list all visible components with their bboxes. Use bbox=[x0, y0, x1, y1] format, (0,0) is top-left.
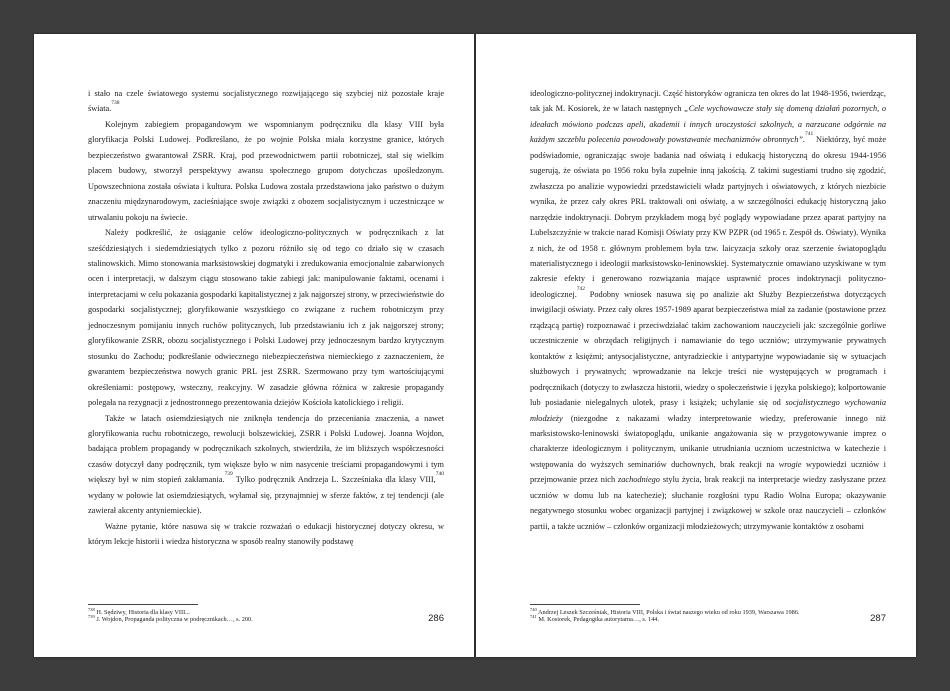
text-run: ideologiczno-politycznej indoktrynacji. Część historyków ogranicza ten okres do lat 1948-1956, twierdząc, tak jak M. Kosiorek, że w latach następnych bbox=[530, 89, 886, 114]
text-run: wypowiedzi uczniów i przejmowanie przez nich bbox=[530, 459, 886, 485]
footnote bbox=[530, 609, 890, 616]
text-run: Kolejnym zabiegiem propagandowym we wspomnianym podręczniku dla klasy VIII była gloryfikacja Polski Ludowej. Podkreślano, że po wojnie Polska miała korzystne granice, których bezpieczeństwo gwarantował ZSRR. Kraj, pod przewodnictwem partii robotniczej, stał się wielkim placem budowy, stworzył perspektywy awansu społecznego grupom dotychczas upośledzonym. Upowszechniona została oświata i kultura. Polska Ludowa została przedstawiona jako państwo o dużym znaczeniu międzynarodowym, zacieśniające swoje związki z obozem socjalistycznym i uczestniczące w utrwalaniu pokoju na świecie. bbox=[88, 119, 444, 222]
page-number: 286 bbox=[428, 613, 444, 624]
text-run: Należy podkreślić, że osiąganie celów ideologiczno-politycznych w podręcznikach z lat sześćdziesiątych i siedemdziesiątych tylko z pozoru różniło się od tego co działo się w czasach stalinowskich. Mimo stonowania marksistowskiej dogmatyki i zredukowania emocjonalnie zabarwionych ocen i interpretacji, w dalszym ciągu stosowano takie zabiegi jak: manipulowanie faktami, ocenami i interpretacjami w celu pokazania gospodarki kapitalistycznej z jak najgorszej strony, w przeciwieństwie do gospodarki socjalistycznej; gloryfikowanie wszystkiego co związane z ruchem robotniczym przy jednoczesnym pomijaniu innych ruchów politycznych, lub przedstawianiu ich z jak najgorszej strony; gloryfikowanie ZSRR, obozu socjalistycznego i Polski Ludowej przy jednoczesnym bardzo krytycznym stosunku do Zachodu; podkreślanie odwiecznego niebezpieczeństwa niemieckiego z zaznaczeniem, że gwarantem bezpieczeństwa nowych granic PRL jest ZSRR. Szermowano przy tym wartościującymi określeniami: postępowy, wsteczny, reakcyjny. W zasadzie główna różnica w zakresie propagandy polegała na rezygnacji z jednostronnego prezentowania dziejów Kościoła katolickiego i religii. bbox=[88, 228, 444, 408]
left-page-footnotes bbox=[88, 609, 448, 624]
text-run: wydany w połowie lat osiemdziesiątych, wyłamał się, przynajmniej w sferze faktów, z tej tendencji (ale zawierał akcenty antyniemieckie). bbox=[88, 490, 444, 516]
italic-text: zachodniego bbox=[618, 475, 660, 485]
text-run: Także w latach osiemdziesiątych nie zniknęła tendencja do przeceniania znaczenia, a nawet gloryfikowania ruchu robotniczego, rewolucji bolszewickiej, ZSRR i Polski Ludowej. Joanna Wojdon, badająca problem propagandy w podręcznikach szkolnych, stwierdziła, że im bliższych współczesności czasów dotyczył dany podręcznik, tym większe było w nim nasycenie treściami propagandowymi i tym większy był w nim stopień zakłamania. bbox=[88, 413, 444, 485]
footnote-number: 738 bbox=[88, 607, 95, 612]
footnote-ref: 738 bbox=[111, 100, 120, 107]
left-page bbox=[34, 34, 474, 657]
left-page-body bbox=[88, 86, 444, 550]
text-run: stylu życia, brak reakcji na interpretacje wiedzy zasłyszane przez uczniów w domu lub na katechezie); słuchanie rozgłośni typu Radio Wolna Europa; okazywanie negatywnego stosunku wobec organizacji partyjnej i związkowej w szkole oraz nauczycieli – członków partii, a także uczniów – członków organizacji młodzieżowych; utrzymywanie kontaktów z osobami bbox=[530, 475, 886, 531]
footnote-text: Andrzej Leszek Szcześniak, Historia VIII, Polska i świat naszego wieku od roku 1939, Warszawa 1986. bbox=[536, 609, 800, 616]
paragraph bbox=[530, 86, 886, 534]
text-run: (niezgodne z nakazami władzy interpretowanie wiedzy, preferowanie innego niż marksistowsko-leninowski światopoglądu, unikanie angażowania się w przygotowywanie imprez o charakterze ideologicznym i politycznym, unikanie utrudniania uczniom uczestnictwa w katechezie i wstępowania do wyższych seminariów duchownych, brak reakcji na bbox=[530, 413, 886, 469]
paragraph bbox=[88, 225, 444, 410]
paragraph bbox=[88, 86, 444, 117]
text-run: Ważne pytanie, które nasuwa się w trakcie rozważań o edukacji historycznej dotyczy okresu, w którym lekcje historii i wiedza historyczna w sposób realny stanowiły podstawę bbox=[88, 521, 444, 547]
footnote-ref: 742 bbox=[576, 285, 586, 292]
text-run: Tylko podręcznik Andrzeja L. Szcześniaka dla klasy VIII, bbox=[232, 475, 436, 485]
footnote-text: M. Kosiorek, Pedagogika autorytarna…, s. 144. bbox=[536, 616, 659, 624]
footnote-separator bbox=[530, 604, 640, 605]
right-page-footnotes bbox=[530, 609, 890, 624]
page-number: 287 bbox=[870, 613, 886, 624]
footnote-number: 741 bbox=[530, 614, 537, 620]
right-page bbox=[476, 34, 916, 657]
italic-text: wrogie bbox=[778, 459, 802, 469]
footnote bbox=[530, 616, 890, 623]
footnote-ref: 741 bbox=[805, 131, 814, 138]
right-page-body bbox=[530, 86, 886, 534]
paragraph bbox=[88, 411, 444, 519]
footnote bbox=[88, 616, 448, 623]
footnote-separator bbox=[88, 604, 198, 605]
text-run: Podobny wniosek nasuwa się po analizie akt Służby Bezpieczeństwa dotyczących inwigilacji oświaty. Przez cały okres 1957-1989 aparat bezpieczeństwa miał za zadanie (postawione przez rządzącą partię) rozpoznawać i przeciwdziałać takim zachowaniom nauczycieli jak: szczególnie gorliwe uczestniczenie w obrzędach religijnych i namawianie do tego uczniów; utrzymywanie prywatnych kontaktów z księżmi; antysocjalistyczne, antyradzieckie i antypartyjne wypowiadanie się w sytuacjach służbowych i prywatnych; wprowadzanie na lekcje treści nie występujących w programach i podręcznikach (dotyczy to zwłaszcza historii, wiedzy o społeczeństwie i języka polskiego); kolportowanie lub posiadanie nielegalnych ulotek, prasy i książek; uchylanie się od bbox=[530, 289, 886, 408]
footnote-ref: 739 bbox=[224, 471, 233, 478]
text-run: Niektórzy, być może podświadomie, ograniczając swoje badania nad oświatą i edukacją historyczną do okresu 1944-1956 sugerują, że oświata po 1956 roku była zupełnie inną jakością. Z takimi sugestiami trudno się zgodzić, zwłaszcza po analizie wypowiedzi przedstawicieli władz partyjnych i oświatowych, z których niezbicie wynika, że przez cały okres PRL traktowali oni oświatę, a w szczególności edukację historyczną jako narzędzie indoktrynacji. Dobrym przykładem mogą być poglądy wypowiadane przez aparat partyjny na Lubelszczyźnie w trakcie narad Komisji Oświaty przy KW PZPR (od 1965 r. Zespół ds. Oświaty). Wynika z nich, że od 1958 r. głównym problemem była tzw. laicyzacja szkoły oraz szerzenie światopoglądu materialistycznego i ideologii marksistowsko-leninowskiej. Systematycznie omawiano uzyskiwane w tym zakresie efekty i generowano rozwiązania mające usprawnić proces indoktrynacji polityczno-ideologicznej. bbox=[530, 135, 886, 299]
paragraph bbox=[88, 117, 444, 225]
footnote-text: J. Wojdon, Propaganda polityczna w podręcznikach…, s. 200. bbox=[94, 616, 253, 624]
footnote-number: 739 bbox=[88, 614, 95, 620]
footnote-ref: 740 bbox=[435, 471, 445, 478]
italic-text: socjalistycznego wychowania młodzieży bbox=[530, 398, 886, 423]
footnote-text: H. Sędziwy, Historia dla klasy VIII... bbox=[94, 609, 190, 616]
footnote bbox=[88, 609, 448, 616]
text-run: i stało na czele światowego systemu socjalistycznego rozwijającego się szybciej niż pozostałe kraje świata. bbox=[88, 89, 444, 114]
italic-text: „Cele wychowawcze stały się domeną działań pozornych, o ideałach mówiono podczas apeli, akademii i innych uroczystości szkolnych, a narzucane odgórnie na każdym szczeblu polecenia powodowały powstawanie mechanizmów obronnych”. bbox=[530, 104, 886, 145]
footnote-number: 740 bbox=[530, 607, 537, 612]
paragraph bbox=[88, 519, 444, 550]
